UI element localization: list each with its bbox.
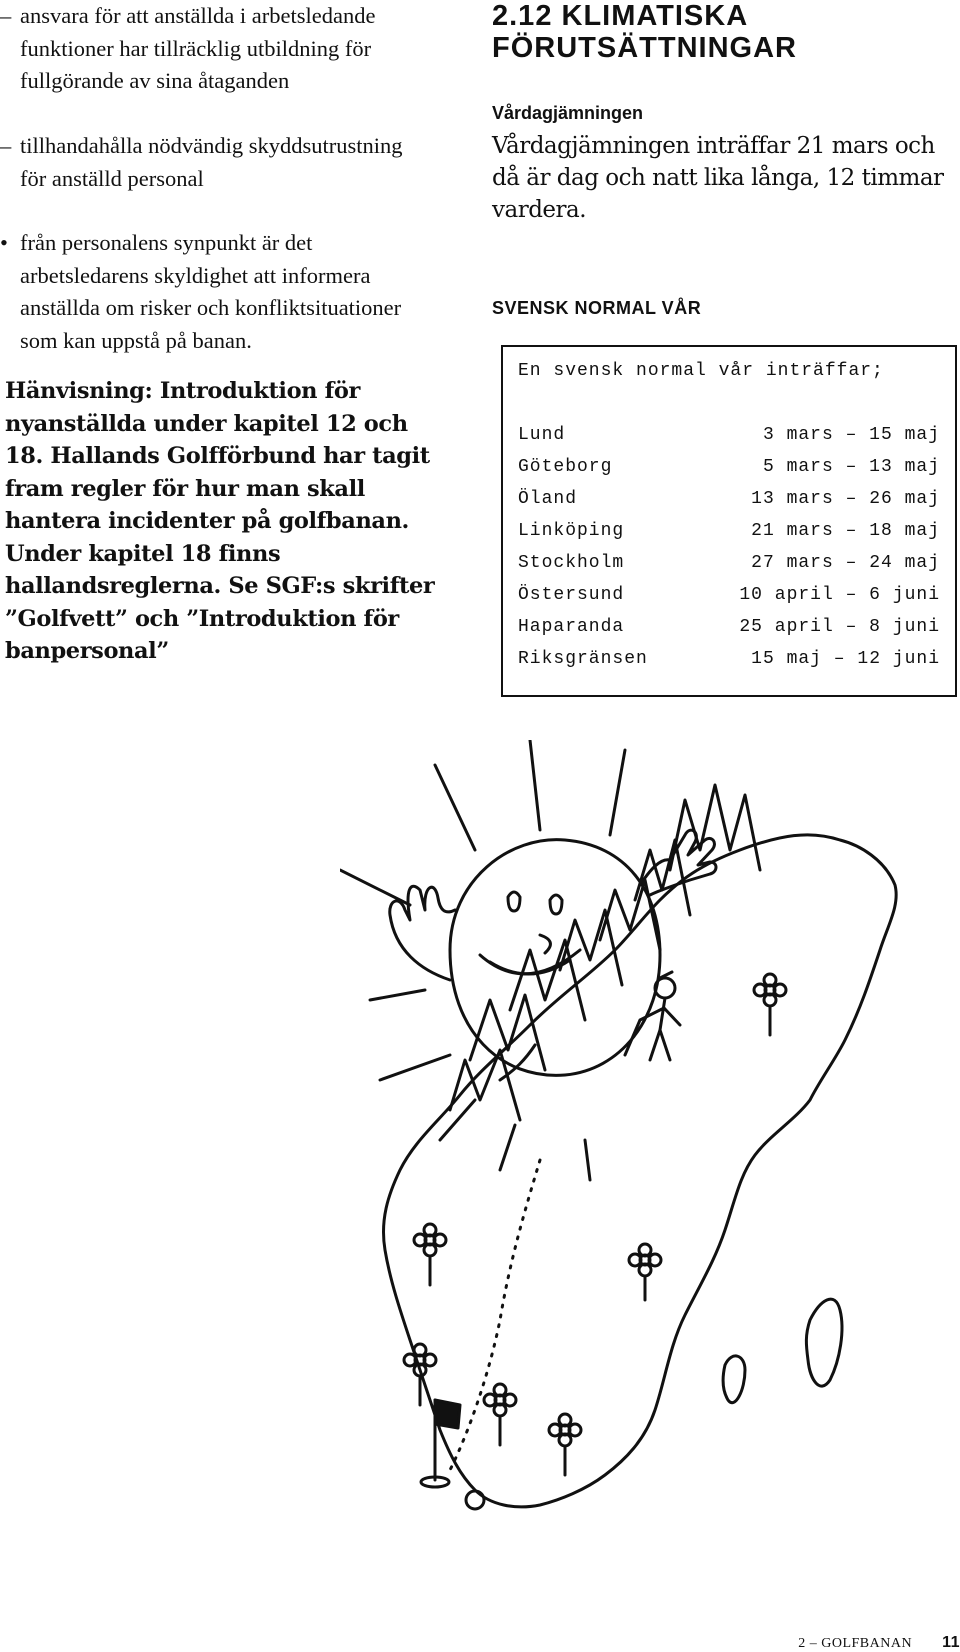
dash-marker: – xyxy=(0,133,12,158)
table-row xyxy=(518,521,940,553)
city-name: Linköping xyxy=(518,521,625,541)
date-range: 13 mars – 26 maj xyxy=(751,489,940,509)
table-row xyxy=(518,489,940,521)
section-heading: 2.12 KLIMATISKA FÖRUTSÄTTNINGAR xyxy=(492,0,797,64)
list-item-text: tillhandahålla nödvändig skyddsutrustning för anställd personal xyxy=(20,133,403,191)
table-row xyxy=(518,553,940,585)
sun-rays xyxy=(340,740,625,1180)
list-item-text: från personalens synpunkt är det arbetsledarens skyldighet att informera anställda om risker och konfliktsituationer som kan uppstå på banan. xyxy=(20,230,402,353)
sweden-map-illustration xyxy=(340,740,960,1560)
table-row xyxy=(518,649,940,681)
city-name: Lund xyxy=(518,425,566,445)
date-range: 10 april – 6 juni xyxy=(739,585,940,605)
table-row xyxy=(518,585,940,617)
city-name: Haparanda xyxy=(518,617,625,637)
list-item-text: ansvara för att anställda i arbetsledande funktioner har tillräcklig utbildning för fullgörande av sina åtaganden xyxy=(20,3,376,93)
date-range: 15 maj – 12 juni xyxy=(751,649,940,669)
spring-table-box xyxy=(501,345,957,697)
city-name: Göteborg xyxy=(518,457,613,477)
date-range: 5 mars – 13 maj xyxy=(762,457,940,477)
section-title: SVENSK NORMAL VÅR xyxy=(492,298,702,318)
date-range: 25 april – 8 juni xyxy=(739,617,940,637)
date-range: 27 mars – 24 maj xyxy=(751,553,940,573)
table-row xyxy=(518,457,940,489)
date-range: 3 mars – 15 maj xyxy=(762,425,940,445)
list-item xyxy=(0,130,430,195)
mountains xyxy=(450,785,760,1120)
box-intro: En svensk normal vår inträffar; xyxy=(518,361,884,381)
table-row xyxy=(518,617,940,649)
bullet-marker: • xyxy=(0,230,8,255)
city-name: Östersund xyxy=(518,585,625,605)
list-item xyxy=(0,0,445,98)
chapter-label: 2 – GOLFBANAN xyxy=(798,1636,913,1651)
dash-marker: – xyxy=(0,3,12,28)
page-number: 11 xyxy=(942,1634,960,1651)
fairway-dots xyxy=(450,1160,540,1470)
golfer xyxy=(625,972,680,1060)
date-range: 21 mars – 18 maj xyxy=(751,521,940,541)
city-name: Stockholm xyxy=(518,553,625,573)
body-paragraph: Vårdagjämningen inträffar 21 mars och då är dag och natt lika långa, 12 timmar vardera. xyxy=(492,133,944,223)
page-footer xyxy=(798,1634,960,1652)
table-row xyxy=(518,425,940,457)
city-name: Riksgränsen xyxy=(518,649,648,669)
city-name: Öland xyxy=(518,489,578,509)
reference-note: Hänvisning: Introduktion för nyanställda under kapitel 12 och 18. Hallands Golfförbund har tagit fram regler för hur man skall hantera incidenter på golfbanan. Under kapitel 18 finns hallandsreglerna. Se SGF:s skrifter ”Golfvett” och ”Introduktion för banpersonal” xyxy=(5,378,435,664)
list-item xyxy=(0,227,420,357)
subheading: Vårdagjämningen xyxy=(492,103,644,123)
